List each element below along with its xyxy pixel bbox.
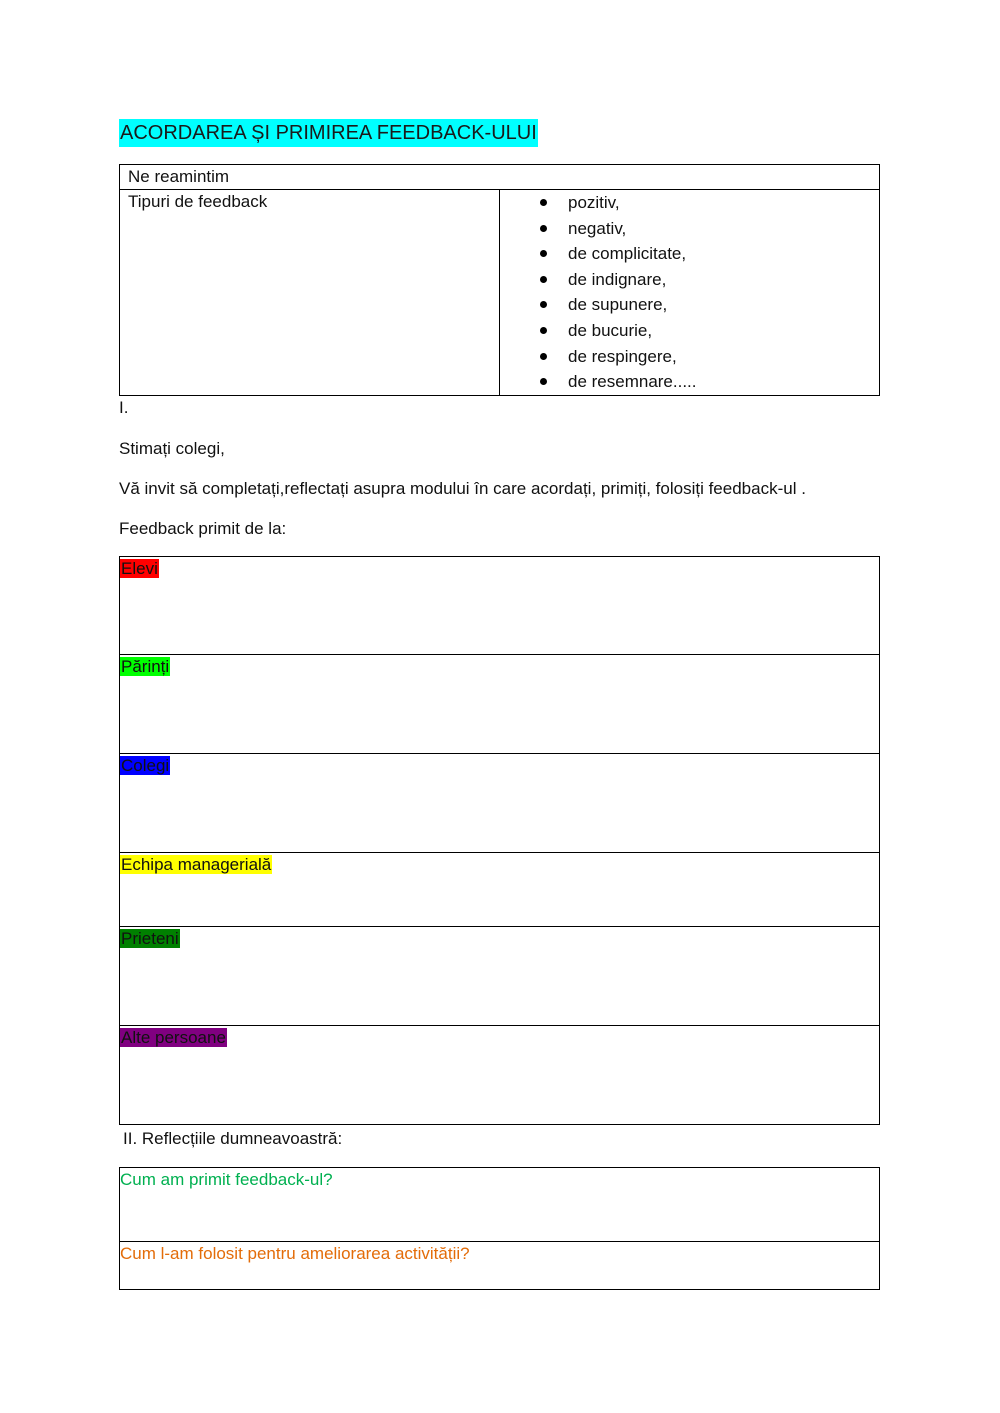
source-cell-colegi[interactable] (120, 754, 880, 853)
recap-table (119, 164, 880, 396)
reflection-table (119, 1167, 880, 1290)
reflection-question: Cum l-am folosit pentru ameliorarea activității? (120, 1244, 470, 1263)
reflection-cell-used[interactable] (120, 1242, 880, 1290)
list-item: pozitiv, (540, 190, 879, 216)
recap-header: Ne reamintim (120, 165, 880, 190)
list-item: de respingere, (540, 344, 879, 370)
source-label: Părinți (121, 657, 170, 676)
source-cell-echipa[interactable] (120, 853, 880, 927)
source-label: Elevi (121, 559, 158, 578)
source-label: Echipa managerială (121, 855, 272, 874)
list-item: de complicitate, (540, 241, 879, 267)
source-cell-parinti[interactable] (120, 655, 880, 754)
section2-heading: II. Reflecțiile dumneavoastră: (123, 1129, 343, 1148)
invitation-text: Vă invit să completați,reflectați asupra modului în care acordați, primiți, folosiți feedback-ul . (119, 479, 806, 498)
list-item: de resemnare..... (540, 369, 879, 395)
section-number: I. (119, 398, 129, 417)
feedback-types-cell (500, 190, 880, 396)
greeting: Stimați colegi, (119, 439, 225, 458)
source-label: Alte persoane (121, 1028, 226, 1047)
source-cell-prieteni[interactable] (120, 927, 880, 1026)
feedback-types-label: Tipuri de feedback (120, 190, 500, 396)
feedback-types-list (500, 190, 879, 395)
feedback-prompt: Feedback primit de la: (119, 519, 287, 538)
list-item: negativ, (540, 216, 879, 242)
feedback-sources-table (119, 556, 880, 1125)
source-cell-elevi[interactable] (120, 557, 880, 655)
list-item: de supunere, (540, 292, 879, 318)
source-label: Prieteni (121, 929, 179, 948)
source-cell-alte-persoane[interactable] (120, 1026, 880, 1125)
list-item: de indignare, (540, 267, 879, 293)
source-label: Colegi (121, 756, 170, 775)
list-item: de bucurie, (540, 318, 879, 344)
reflection-cell-received[interactable] (120, 1168, 880, 1242)
page-title: ACORDAREA ȘI PRIMIREA FEEDBACK-ULUI (119, 119, 538, 147)
reflection-question: Cum am primit feedback-ul? (120, 1170, 333, 1189)
